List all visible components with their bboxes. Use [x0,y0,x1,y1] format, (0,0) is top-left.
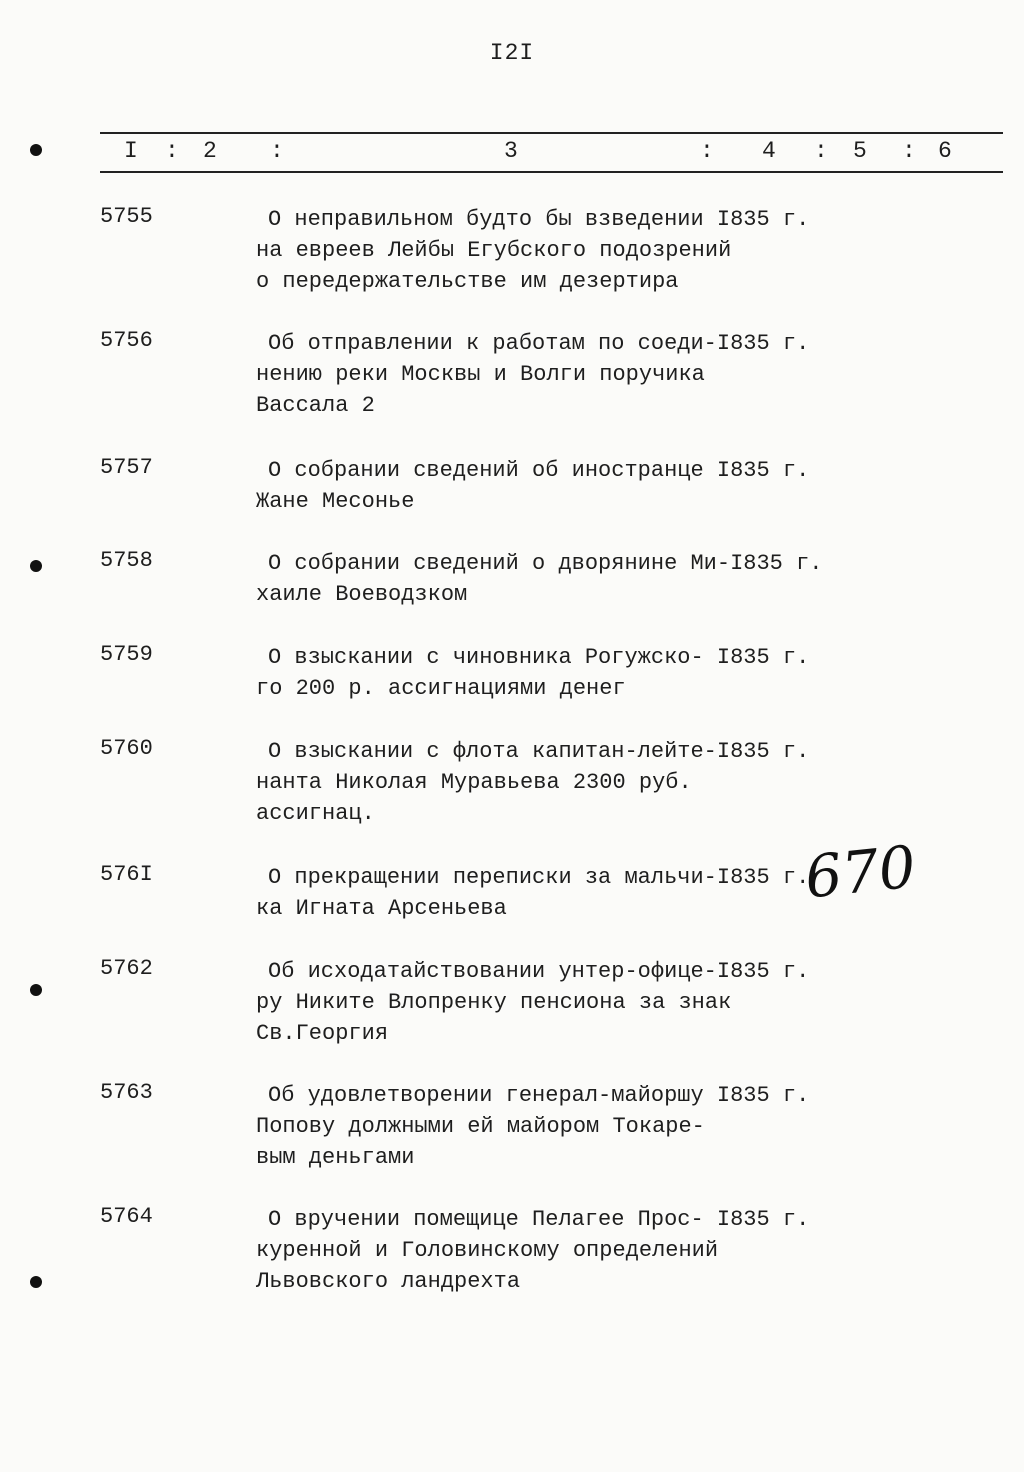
header-col-3: 3 [504,138,518,164]
record-line: нению реки Москвы и Волги поручика [256,362,705,387]
punch-hole-icon [30,560,42,572]
record-description [256,455,816,517]
record-line: О прекращении переписки за мальчи-I835 г. [268,865,810,890]
header-col-1: I [124,138,138,164]
header-col-5: 5 [853,138,867,164]
record-line: О собрании сведений о дворянине Ми-I835 г. [268,551,823,576]
record-line: Попову должными ей майором Токаре- [256,1114,705,1139]
record-number: 5763 [100,1080,153,1105]
punch-hole-icon [30,984,42,996]
record-line: нанта Николая Муравьева 2300 руб. [256,770,692,795]
record-line: куренной и Головинскому определений [256,1238,719,1263]
record-description [256,736,816,829]
header-bottom-rule [100,171,1003,173]
record-number: 576I [100,862,153,887]
record-line: ассигнац. [256,801,375,826]
header-col-4: 4 [762,138,776,164]
record-number: 5764 [100,1204,153,1229]
header-sep-1: : [165,138,179,164]
record-description [256,548,823,610]
record-line: Об отправлении к работам по соеди-I835 г. [268,331,810,356]
record-line: Жане Месонье [256,489,415,514]
page-number: I2I [489,40,535,66]
header-sep-3: : [700,138,714,164]
record-line: хаиле Воеводзком [256,582,468,607]
record-line: ру Никите Влопренку пенсиона за знак [256,990,732,1015]
header-col-6: 6 [938,138,952,164]
header-top-rule [100,132,1003,134]
record-number: 5760 [100,736,153,761]
record-number: 5757 [100,455,153,480]
record-description [256,328,816,421]
record-line: Вассала 2 [256,393,375,418]
punch-hole-icon [30,144,42,156]
record-line: О взыскании с флота капитан-лейте-I835 г. [268,739,810,764]
record-line: вым деньгами [256,1145,415,1170]
record-number: 5755 [100,204,153,229]
record-line: О собрании сведений об иностранце I835 г. [268,458,810,483]
handwritten-sheet-number: 670 [801,832,919,912]
record-number: 5759 [100,642,153,667]
record-line: О вручении помещице Пелагее Прос- I835 г. [268,1207,810,1232]
record-line: О неправильном будто бы взведении I835 г. [268,207,810,232]
record-number: 5756 [100,328,153,353]
punch-hole-icon [30,1276,42,1288]
header-col-2: 2 [203,138,217,164]
record-number: 5762 [100,956,153,981]
record-description [256,862,816,924]
record-line: Об исходатайствовании унтер-офице-I835 г. [268,959,810,984]
record-line: О взыскании с чиновника Рогужско- I835 г. [268,645,810,670]
record-description [256,1080,816,1173]
header-sep-5: : [902,138,916,164]
record-description [256,642,816,704]
record-line: Об удовлетворении генерал-майоршу I835 г. [268,1083,810,1108]
record-line: Св.Георгия [256,1021,389,1046]
header-sep-2: : [270,138,284,164]
record-description [256,204,816,297]
record-number: 5758 [100,548,153,573]
record-line: Львовского ландрехта [256,1269,521,1294]
record-line: го 200 р. ассигнациями денег [256,676,626,701]
record-line: о передержательстве им дезертира [256,269,679,294]
record-description [256,1204,816,1297]
record-line: ка Игната Арсеньева [256,896,507,921]
header-sep-4: : [814,138,828,164]
column-header-row [0,138,1024,168]
record-description [256,956,816,1049]
record-line: на евреев Лейбы Егубского подозрений [256,238,732,263]
